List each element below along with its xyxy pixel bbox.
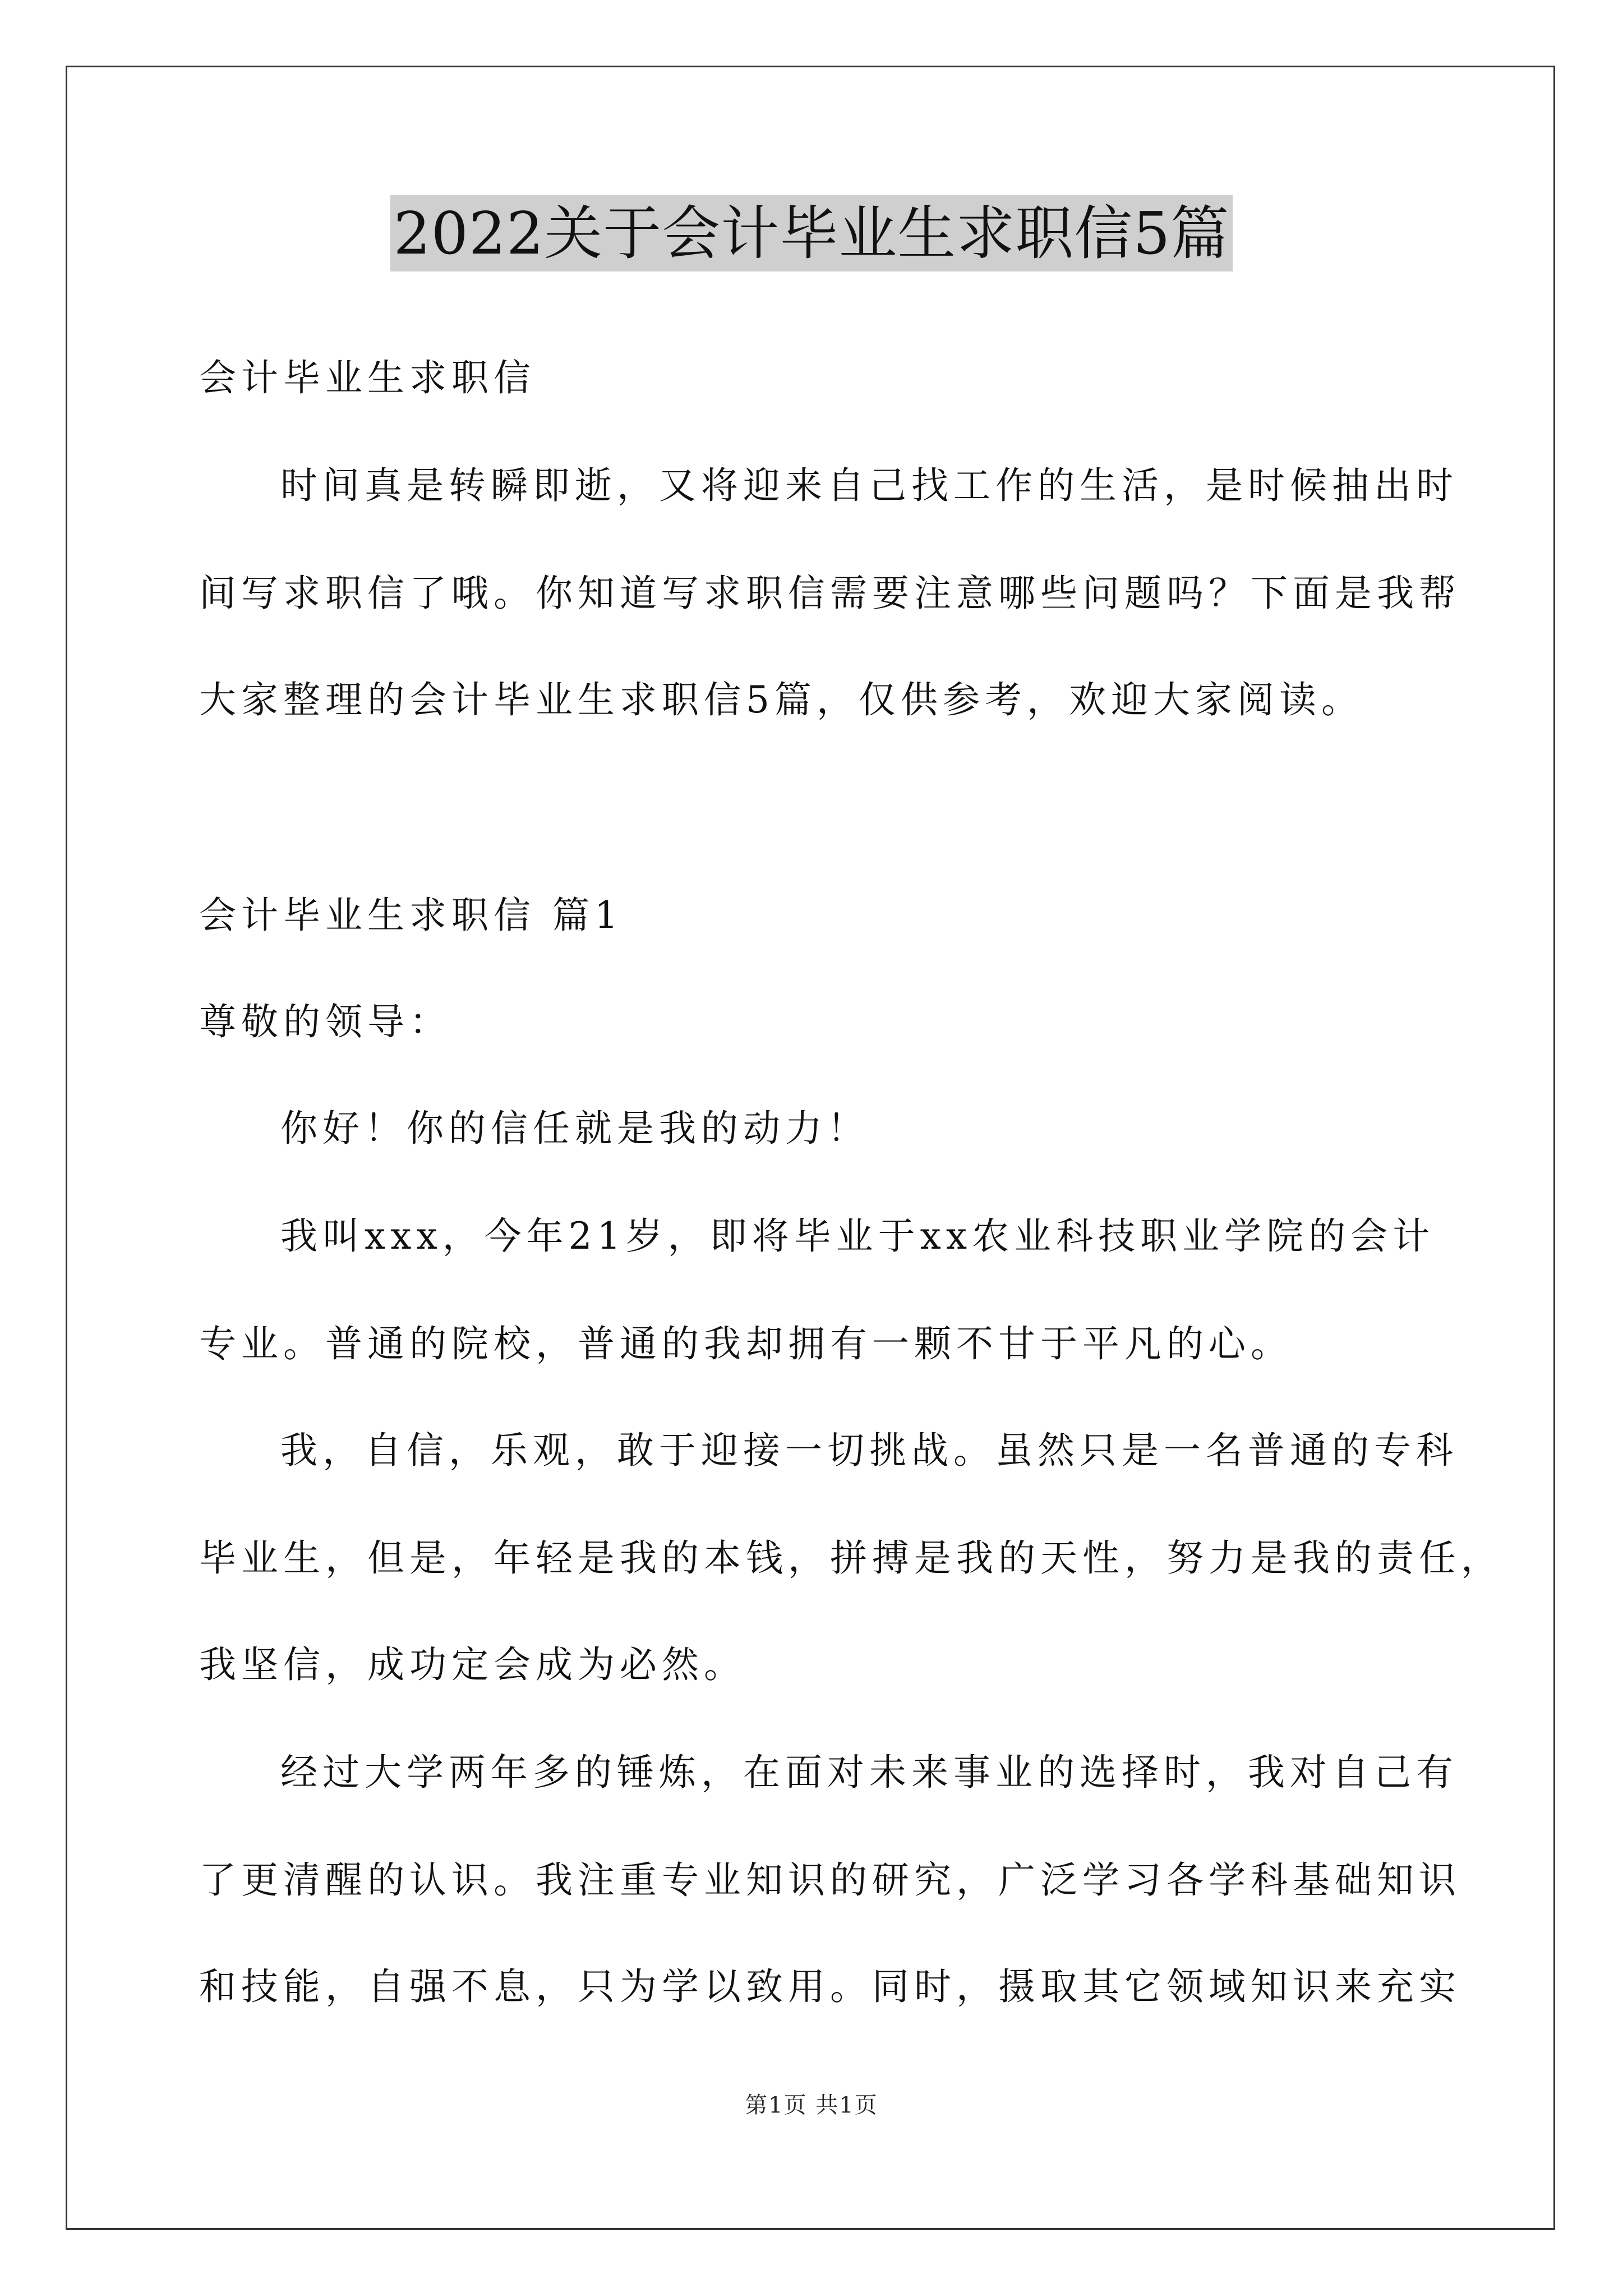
body-line-8: 和技能，自强不息，只为学以致用。同时，摄取其它领域知识来充实	[199, 1965, 1461, 2008]
page-footer: 第1页 共1页	[745, 2092, 878, 2118]
body-line-3: 我，自信，乐观，敢于迎接一切挑战。虽然只是一名普通的专科	[280, 1429, 1458, 1472]
body-line-5: 我坚信，成功定会成为必然。	[199, 1643, 746, 1686]
intro-line-1: 时间真是转瞬即逝，又将迎来自己找工作的生活，是时候抽出时	[280, 464, 1458, 507]
greeting-line: 你好！你的信任就是我的动力！	[280, 1107, 869, 1150]
body-line-4: 毕业生，但是，年轻是我的本钱，拼搏是我的天性，努力是我的责任，	[199, 1536, 1503, 1580]
section-heading: 会计毕业生求职信	[199, 356, 536, 399]
title-container	[0, 195, 1623, 272]
intro-line-3: 大家整理的会计毕业生求职信5篇，仅供参考，欢迎大家阅读。	[199, 678, 1363, 721]
salutation: 尊敬的领导：	[199, 1000, 451, 1043]
letter-heading: 会计毕业生求职信 篇1	[199, 894, 623, 937]
document-title: 2022关于会计毕业生求职信5篇	[390, 195, 1233, 272]
body-line-2: 专业。普通的院校，普通的我却拥有一颗不甘于平凡的心。	[199, 1322, 1293, 1365]
body-line-7: 了更清醒的认识。我注重专业知识的研究，广泛学习各学科基础知识	[199, 1858, 1461, 1902]
intro-line-2: 间写求职信了哦。你知道写求职信需要注意哪些问题吗？下面是我帮	[199, 572, 1461, 615]
body-line-6: 经过大学两年多的锤炼，在面对未来事业的选择时，我对自己有	[280, 1751, 1458, 1794]
body-line-1: 我叫xxx，今年21岁，即将毕业于xx农业科技职业学院的会计	[280, 1214, 1435, 1258]
